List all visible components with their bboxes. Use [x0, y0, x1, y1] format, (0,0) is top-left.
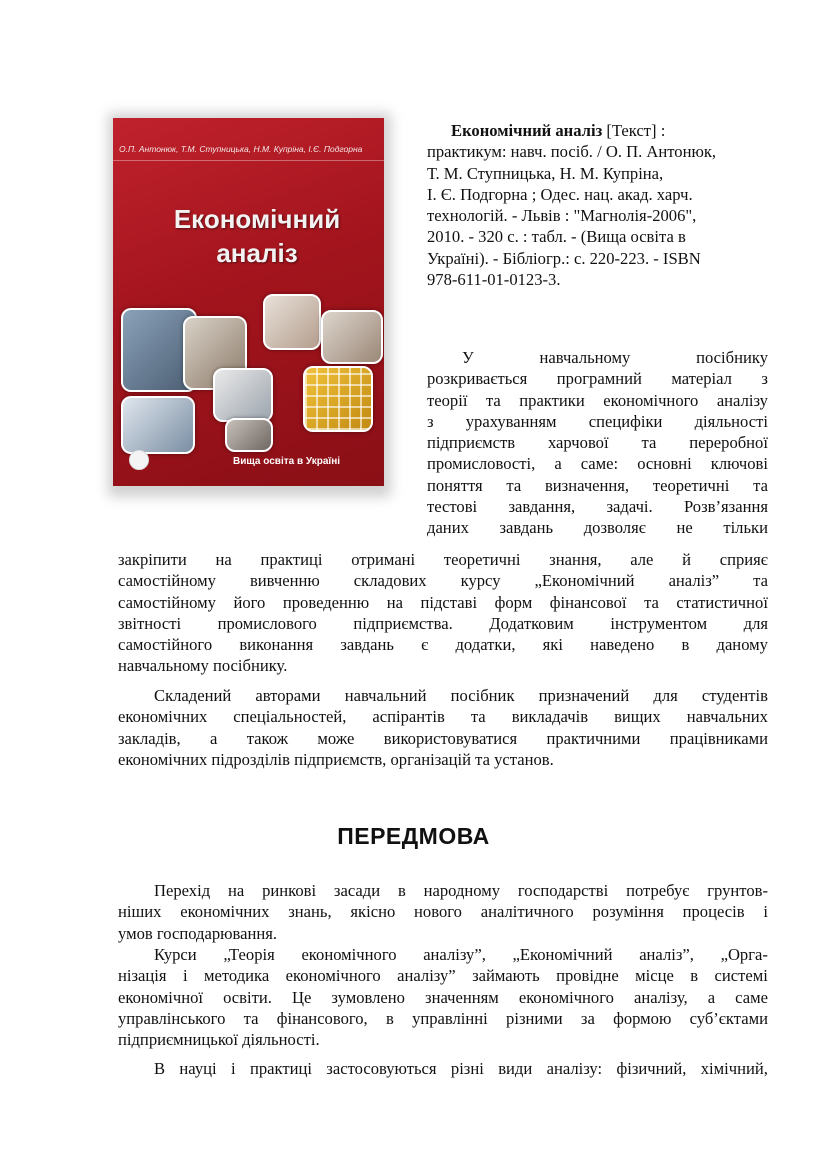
text-line [427, 496, 768, 517]
word: економічного [518, 987, 614, 1007]
word: статистичної [676, 592, 768, 612]
word: вивченню [249, 571, 320, 591]
word: працівниками [669, 728, 768, 748]
word: провідне [556, 966, 619, 986]
cover-publisher: Вища освіта в Україні [233, 456, 341, 467]
word: види [498, 1059, 533, 1078]
word: в [681, 635, 690, 655]
word: на [386, 592, 403, 612]
word: значенням [425, 987, 499, 1007]
word: промислового [217, 613, 317, 633]
word: програмний [556, 369, 642, 389]
text-line [118, 1058, 768, 1079]
word: використовуватися [383, 728, 518, 748]
word: вищих [614, 707, 661, 727]
cover-photo-tile [321, 310, 383, 364]
word: матеріал [671, 369, 732, 389]
word: місце [635, 966, 674, 986]
word: наведено [590, 635, 655, 655]
text-line [118, 1008, 768, 1029]
text-line [118, 655, 768, 676]
word: харчової [547, 433, 609, 453]
word: економічного [285, 966, 381, 986]
word: аналітичного [480, 902, 574, 922]
word: підставі [420, 592, 478, 612]
word: підприємства. [353, 613, 453, 633]
word: практики [519, 390, 585, 410]
word: тестові [427, 497, 478, 517]
word: поняття [427, 475, 483, 495]
word: суб’єктами [689, 1008, 768, 1028]
text-line [427, 368, 768, 389]
word: для [743, 613, 768, 633]
word: засади [333, 881, 381, 900]
word: даному [716, 635, 768, 655]
preface-paragraph-1 [118, 880, 768, 944]
cover-photo-tile [121, 396, 195, 454]
word: теоретичні [652, 475, 730, 495]
text-line [118, 749, 768, 770]
word: нового [414, 902, 462, 922]
word: нізація [118, 966, 167, 986]
text-line [427, 411, 768, 432]
word: знання, [549, 550, 602, 569]
cover-divider [113, 160, 384, 161]
word: теорії [427, 390, 468, 410]
text-line [118, 549, 768, 570]
word: його [233, 592, 266, 612]
word: та [470, 707, 486, 727]
word: знань, [288, 902, 332, 922]
word: і [763, 902, 768, 922]
word: економічних [118, 707, 208, 727]
word: діяльності [694, 411, 768, 431]
word: урахуванням [465, 411, 557, 431]
word: та [644, 592, 659, 612]
word: „Економічний [512, 945, 613, 964]
word: „Теорія [223, 945, 275, 964]
cover-photo-tile [225, 418, 273, 452]
word: самостійного [118, 635, 213, 655]
word: економічної [118, 987, 203, 1007]
word: тільки [723, 518, 768, 538]
word: додатки, [455, 635, 516, 655]
word: а [707, 987, 716, 1007]
word: з [427, 411, 434, 431]
word: дозволяє [583, 518, 646, 538]
word: умов господарювання. [118, 923, 278, 943]
word: виконання [239, 635, 314, 655]
text-line [118, 570, 768, 591]
word: та [753, 475, 768, 495]
word: сприяє [719, 550, 768, 569]
word: а [554, 454, 562, 474]
word: народному [423, 881, 501, 900]
preface-paragraph-3 [118, 1058, 768, 1079]
word: навчальних [686, 707, 768, 727]
word: завдання, [508, 497, 576, 517]
biblio-line: І. Є. Подгорна ; Одес. нац. акад. харч. [427, 184, 693, 204]
word: спеціальностей, [233, 707, 347, 727]
word: аналізу: [546, 1059, 603, 1078]
cover-title [137, 202, 377, 270]
word: „Економічний [534, 571, 635, 591]
word: може [317, 728, 355, 748]
word: інструментом [610, 613, 708, 633]
word: підприємницької діяльності. [118, 1030, 320, 1050]
word: з [761, 369, 768, 389]
cover-photo-tile [213, 368, 273, 422]
word: і [182, 966, 188, 986]
word: освіти. [223, 987, 272, 1007]
text-line [118, 923, 768, 944]
word: аспірантів [372, 707, 445, 727]
text-line [427, 432, 768, 453]
word: і [230, 1059, 236, 1078]
word: та [243, 1008, 259, 1028]
word: не [676, 518, 693, 538]
word: саме [735, 987, 768, 1007]
word: економічних [180, 902, 270, 922]
text-line [118, 685, 768, 706]
word: економічних підрозділів підприємств, організацій та установ. [118, 749, 554, 769]
word: Додатковим [489, 613, 574, 633]
cover-title-line-2: аналіз [216, 238, 298, 268]
biblio-line: практикум: навч. посіб. / О. П. Антонюк, [427, 142, 717, 162]
word: ключові [710, 454, 768, 474]
cover-photo-tile [263, 294, 321, 350]
word: Складений [154, 686, 232, 705]
annotation-paragraph-narrow [427, 347, 768, 539]
word: є [421, 635, 429, 655]
word: господарстві [517, 881, 609, 900]
word: навчальному [539, 348, 631, 367]
text-line [118, 728, 768, 749]
word: розуміння [592, 902, 664, 922]
word: та [485, 390, 501, 410]
text-line [118, 944, 768, 965]
word: в [397, 881, 406, 900]
word: посібник [450, 686, 515, 705]
word: звітності [118, 613, 182, 633]
word: авторами [255, 686, 321, 705]
word: студентів [701, 686, 768, 705]
text-line [118, 613, 768, 634]
biblio-line [427, 120, 772, 141]
word: аналізу”, [423, 945, 486, 964]
word: курсу [460, 571, 501, 591]
text-line [118, 706, 768, 727]
text-line [118, 901, 768, 922]
word: теоретичні [443, 550, 521, 569]
word: В [154, 1059, 166, 1078]
word: отримані [351, 550, 416, 569]
text-line [427, 390, 768, 411]
word: займають [472, 966, 540, 986]
biblio-line: 978-611-01-0123-3. [427, 270, 561, 290]
word: аналізу [716, 390, 768, 410]
word: закріпити [118, 550, 187, 569]
word: аналіз” [668, 571, 720, 591]
word: системі [714, 966, 768, 986]
word: формою [613, 1008, 672, 1028]
book-cover-image [113, 118, 384, 486]
word: застосовуються [326, 1059, 437, 1078]
word: основні [637, 454, 692, 474]
word: навчальний [344, 686, 427, 705]
word: ринкові [262, 881, 317, 900]
word: на [227, 881, 245, 900]
word: самостійному [118, 571, 216, 591]
word: методика [204, 966, 270, 986]
word: закладів, [118, 728, 181, 748]
word: розкривається [427, 369, 528, 389]
word: аналізу” [397, 966, 456, 986]
word: економічного [301, 945, 397, 964]
cover-chart-tile [303, 366, 373, 432]
word: У [462, 348, 474, 367]
word: управлінського [118, 1008, 226, 1028]
biblio-line: Т. М. Ступницька, Н. М. Купріна, [427, 163, 664, 183]
word: також [246, 728, 289, 748]
cover-title-line-1: Економічний [173, 204, 341, 234]
word: різними [506, 1008, 563, 1028]
word: Це [291, 987, 312, 1007]
word: потребує [626, 881, 690, 900]
word: переробної [689, 433, 768, 453]
word: в [690, 966, 699, 986]
publisher-logo-icon [129, 450, 149, 470]
biblio-line-text: [Текст] : [602, 121, 666, 140]
word: фізичний, [616, 1059, 687, 1078]
word: визначення, [544, 475, 630, 495]
word: завдань [499, 518, 554, 538]
cover-authors: О.П. Антонюк, Т.М. Ступницька, Н.М. Купріна, І.Є. Подгорна [119, 144, 363, 154]
word: складових [353, 571, 427, 591]
word: але [630, 550, 654, 569]
word: за [580, 1008, 595, 1028]
word: посібнику [696, 348, 768, 367]
annotation-paragraph-2 [118, 685, 768, 770]
word: економічного [603, 390, 699, 410]
bibliographic-record [427, 120, 772, 290]
text-line [427, 453, 768, 474]
biblio-line: Україні). - Бібліогр.: с. 220-223. - ISBN [427, 248, 701, 268]
text-line [427, 347, 768, 368]
text-line [118, 1029, 768, 1050]
word: проведенню [282, 592, 370, 612]
section-heading: ПЕРЕДМОВА [337, 823, 490, 849]
word: специфіки [588, 411, 663, 431]
word: на [215, 550, 232, 569]
word: підприємств [427, 433, 516, 453]
word: й [682, 550, 691, 569]
word: фінансової [549, 592, 627, 612]
word: а [210, 728, 218, 748]
text-line [118, 592, 768, 613]
biblio-line: технологій. - Львів : "Магнолія-2006", [427, 206, 697, 226]
word: які [542, 635, 563, 655]
word: промисловості, [427, 454, 536, 474]
text-line [118, 880, 768, 901]
word: практиці [260, 550, 323, 569]
word: форм [494, 592, 533, 612]
word: практиці [249, 1059, 312, 1078]
word: Курси [154, 945, 197, 964]
biblio-title: Економічний аналіз [451, 121, 603, 140]
text-line [427, 475, 768, 496]
word: Розв’язання [683, 497, 768, 517]
word: хімічний, [700, 1059, 768, 1078]
word: науці [179, 1059, 217, 1078]
word: призначений [538, 686, 630, 705]
word: ніших [118, 902, 162, 922]
biblio-line: 2010. - 320 с. : табл. - (Вища освіта в [427, 227, 686, 247]
word: фінансового, [276, 1008, 368, 1028]
word: зумовлено [331, 987, 405, 1007]
word: аналізу, [634, 987, 688, 1007]
word: для [653, 686, 678, 705]
word: та [506, 475, 522, 495]
text-line [118, 987, 768, 1008]
word: Перехід [154, 881, 211, 900]
word: практичними [546, 728, 641, 748]
word: та [753, 571, 768, 591]
word: та [641, 433, 657, 453]
word: аналіз”, [639, 945, 694, 964]
text-line [427, 517, 768, 538]
word: саме: [580, 454, 619, 474]
text-line [118, 634, 768, 655]
word: процесів [682, 902, 745, 922]
annotation-paragraph-wide [118, 549, 768, 677]
text-line [118, 965, 768, 986]
word: в [385, 1008, 394, 1028]
preface-paragraph-2 [118, 944, 768, 1050]
word: різні [450, 1059, 484, 1078]
word: управлінні [412, 1008, 488, 1028]
word: викладачів [511, 707, 589, 727]
word: навчальному посібнику. [118, 656, 288, 676]
word: даних [427, 518, 469, 538]
word: завдань [340, 635, 394, 655]
word: самостійному [118, 592, 216, 612]
word: грунтов- [707, 881, 768, 900]
word: „Орга- [720, 945, 768, 964]
word: задачі. [606, 497, 653, 517]
word: якісно [350, 902, 396, 922]
